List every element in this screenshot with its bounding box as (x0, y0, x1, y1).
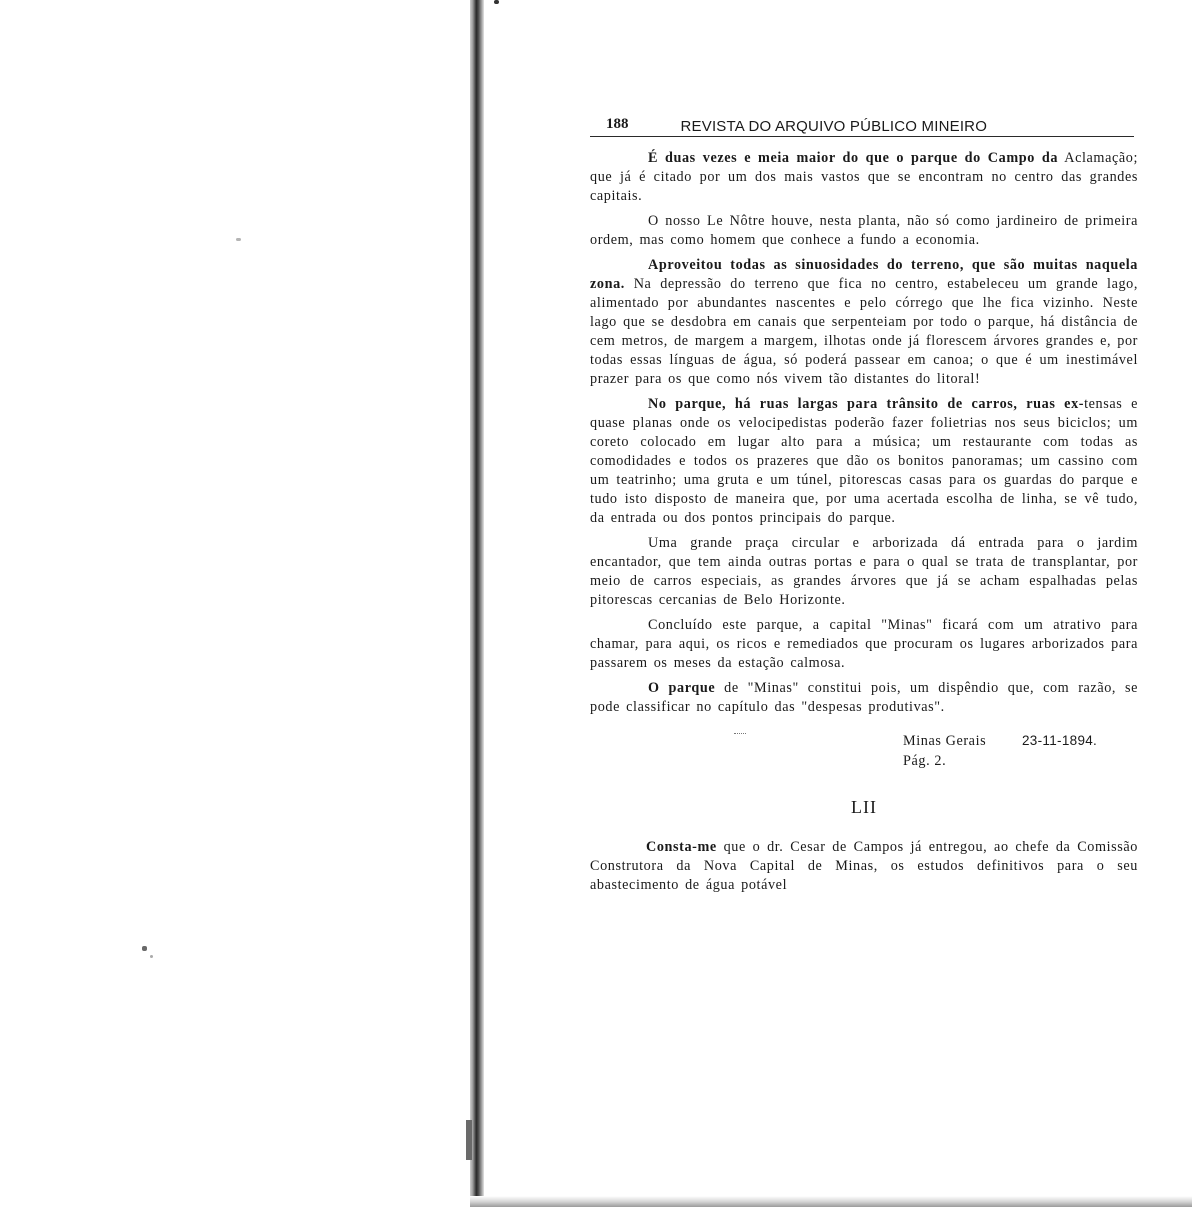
journal-title: REVISTA DO ARQUIVO PÚBLICO MINEIRO (680, 118, 988, 135)
paragraph-text: Uma grande praça circular e arborizada dá entrada para o jardim encantador, que tem ainda outras portas e para o qual se trata de transplantar, por meio de carros especiais, as grandes árvores que já se acham espalhadas pelas pitorescas cercanias de Belo Horizonte. (590, 535, 1138, 608)
paragraph-text: O nosso Le Nôtre houve, nesta planta, não só como jardineiro de primeira ordem, mas como homem que conhece a fundo a economia. (590, 213, 1138, 248)
paper-speck (236, 238, 241, 241)
paragraph (590, 679, 1138, 717)
article-body (590, 149, 1138, 717)
paragraph-text: tensas e quase planas onde os velocipedistas poderão fazer folietrias nos seus biciclos; um coreto colocado em lugar alto para a música; um restaurante com todas as comodidades e todos os prazeres que dão os bonitos panoramas; um cassino com um teatrinho; uma gruta e um túnel, pitorescas casas para os guardas do parque e tudo isto disposto de maneira que, por uma acertada escolha de linha, se vê tudo, da entrada ou dos pontos principais do parque. (590, 396, 1139, 526)
running-header (590, 110, 1134, 137)
left-blank-page (0, 0, 470, 1207)
section-body (590, 838, 1138, 895)
source-place: Minas Gerais (903, 733, 987, 749)
paper-speck (142, 946, 147, 951)
ink-smudge (734, 733, 746, 737)
paragraph (590, 616, 1138, 673)
paragraph-text: que o dr. Cesar de Campos já entregou, ao chefe da Comissão Construtora da Nova Capital de Minas, os estudos definitivos para o seu abastecimento de água potável (590, 839, 1138, 893)
paragraph-lead: É duas vezes e meia maior do que o parque do Campo da (648, 150, 1059, 166)
paragraph (590, 149, 1138, 206)
paragraph-lead: No parque, há ruas largas para trânsito de carros, ruas ex- (648, 396, 1085, 412)
paragraph (590, 838, 1138, 895)
page-bottom-edge (470, 1196, 1192, 1207)
source-page-ref: Pág. 2. (903, 753, 947, 769)
paragraph-text: Na depressão do terreno que fica no centro, estabeleceu um grande lago, alimentado por abundantes nascentes e pelo córrego que lhe fica vizinho. Neste lago que se desdobra em canais que serpenteiam por todo o parque, há distância de cem metros, de margem a margem, ilhotas onde já florescem árvores grandes e, por todas essas línguas de água, só poderá passear em canoa; o que é um inestimável prazer para os que como nós vivem tão distantes do litoral! (590, 276, 1138, 387)
paragraph-lead: Aproveitou todas as sinuosidades do terreno, que são muitas naquela zona. (590, 257, 1138, 292)
text-page (590, 110, 1138, 901)
source-date: 23-11-1894. (1022, 733, 1098, 748)
paragraph-text: de "Minas" constitui pois, um dispêndio que, com razão, se pode classificar no capítulo das "despesas produtivas". (590, 680, 1138, 715)
paragraph (590, 395, 1138, 528)
paragraph-lead: Consta-me (646, 839, 717, 855)
gutter-shadow-mark (466, 1120, 472, 1160)
source-signoff (590, 733, 1138, 783)
paper-speck (150, 955, 153, 958)
page-number: 188 (606, 116, 629, 132)
paragraph (590, 212, 1138, 250)
paragraph (590, 534, 1138, 610)
section-heading: LII (851, 797, 877, 817)
paragraph-text: Aclamação; que já é citado por um dos mais vastos que se encontram no centro das grandes capitais. (590, 150, 1138, 204)
paragraph (590, 256, 1138, 389)
ink-blot (494, 0, 499, 4)
book-gutter (470, 0, 484, 1207)
paragraph-lead: O parque (648, 680, 716, 696)
paragraph-text: Concluído este parque, a capital "Minas" ficará com um atrativo para chamar, para aqui, os ricos e remediados que procuram os lugares arborizados para passarem os meses da estação calmosa. (590, 617, 1138, 671)
